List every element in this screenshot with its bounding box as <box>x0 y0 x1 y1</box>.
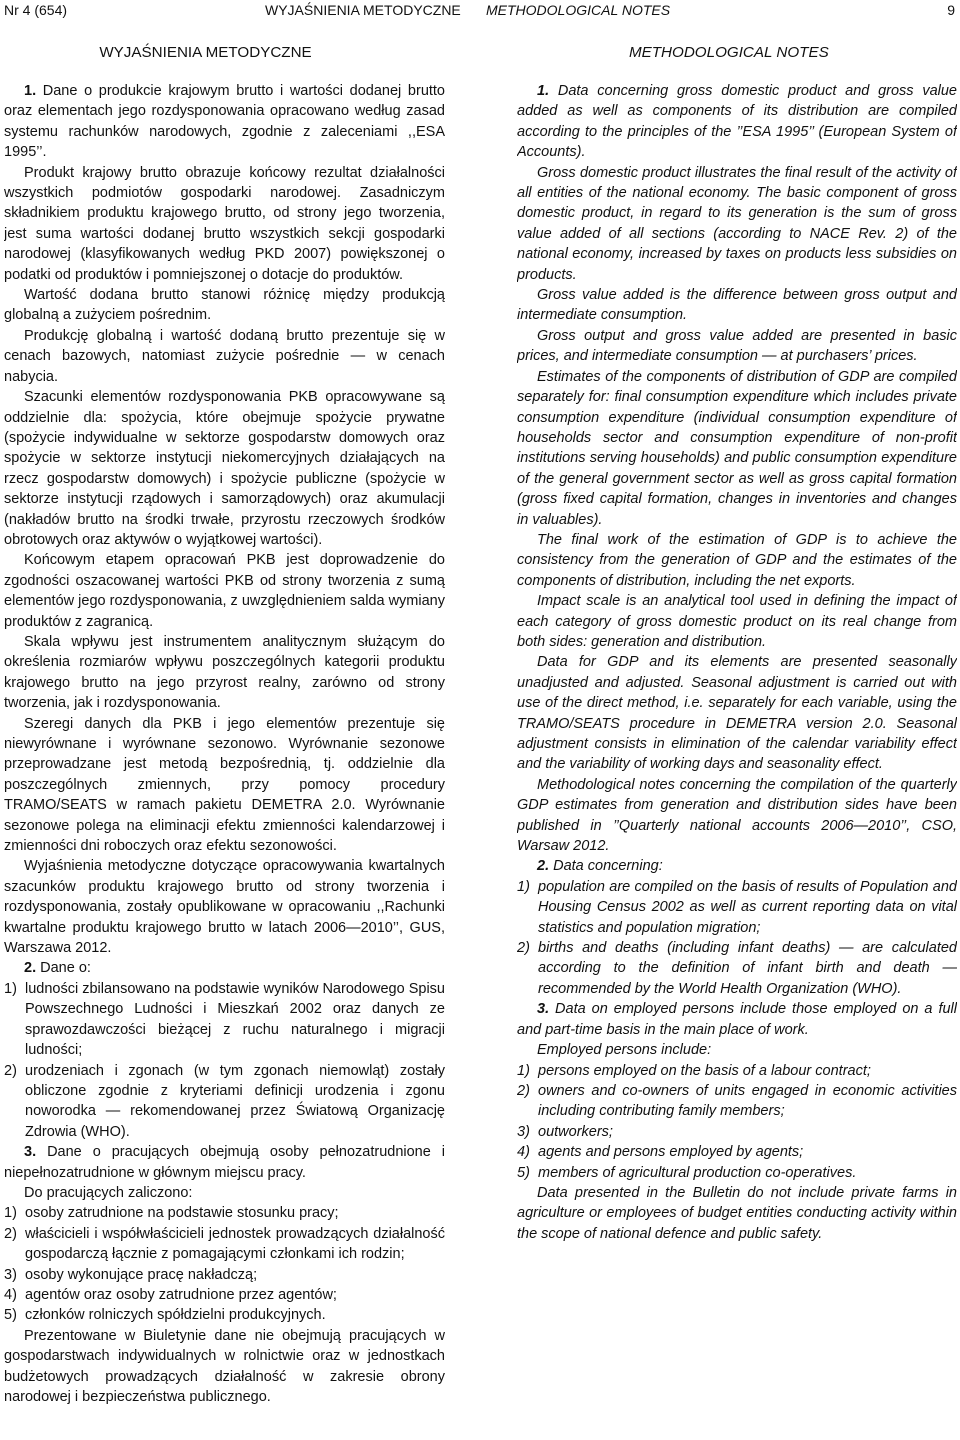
header-title-polish: WYJAŚNIENIA METODYCZNE <box>265 2 461 18</box>
english-column <box>517 43 957 1435</box>
list-item: 5) members of agricultural production co-operatives. <box>517 1164 857 1181</box>
page-number: 9 <box>947 2 955 18</box>
pl-paragraph-2: Produkt krajowy brutto obrazuje końcowy rezultat działalności wszystkich podmiotów gospodarki narodowej. Zasadniczym składnikiem produktu krajowego brutto, od strony jego tworzenia, jest suma wartości dodanej brutto wszystkich sekcji gospodarki narodowej (klasyfikowanych według PKD 2007) powiększonej o podatki od produktów i pomniejszonej o dotacje do produktów. <box>4 164 445 283</box>
list-item: 2) właścicieli i współwłaścicieli jednostek prowadzących działalność gospodarczą łącznie z pomagającymi członkami ich rodzin; <box>4 1225 445 1263</box>
en-section-3: 3. Data on employed persons include those employed on a full and part-time basis in the main place of work. <box>517 1001 957 1038</box>
en-paragraph-5: Estimates of the components of distribution of GDP are compiled separately for: final consumption expenditure which includes private consumption expenditure (individual consumption expenditure of households sector and consumption expenditure of non-profit institutions serving households) and public consumption expenditure of the general government sector as well as gross capital formation (gross fixed capital formation, changes in inventories and changes in valuables). <box>517 368 957 528</box>
en-section-2: 2. Data concerning: <box>537 858 663 875</box>
pl-paragraph-8: Szeregi danych dla PKB i jego elementów prezentuje się niewyrównane i wyrównane sezonowo. Wyrównanie sezonowe przeprowadzane jest metodą bezpośrednią, tj. oddzielnie dla poszczególnych zmiennych, przy pomocy procedury TRAMO/SEATS w ramach pakietu DEMETRA 2.0. Wyrównanie sezonowe polega na eliminacji efektu zmienności kalendarzowej i zmienności dni roboczych oraz efektu sezonowości. <box>4 715 445 855</box>
running-header <box>0 0 960 22</box>
en-paragraph-6: The final work of the estimation of GDP is to achieve the consistency from the generation of GDP and the estimates of the components of distribution, including the net exports. <box>517 531 957 589</box>
list-item: 2) owners and co-owners of units engaged in economic activities including contributing family members; <box>517 1082 957 1120</box>
polish-column <box>4 43 445 1435</box>
en-paragraph-4: Gross output and gross value added are presented in basic prices, and intermediate consumption — at purchasers’ prices. <box>517 327 957 365</box>
pl-section-2: 2. Dane o: <box>24 960 91 977</box>
english-heading: METHODOLOGICAL NOTES <box>629 44 829 61</box>
list-item: 4) agentów oraz osoby zatrudnione przez agentów; <box>4 1286 337 1303</box>
pl-paragraph-9: Wyjaśnienia metodyczne dotyczące opracowywania kwartalnych szacunków produktu krajowego brutto od strony tworzenia i rozdysponowania, zostały opublikowane w opracowaniu ,,Rachunki kwartalne produktu krajowego brutto w latach 2006—2010’’, GUS, Warszawa 2012. <box>4 858 445 957</box>
list-item: 1) osoby zatrudnione na podstawie stosunku pracy; <box>4 1205 339 1222</box>
en-paragraph-7: Impact scale is an analytical tool used in defining the impact of each category of gross domestic product on its real change from both sides: generation and distribution. <box>517 593 957 650</box>
polish-heading: WYJAŚNIENIA METODYCZNE <box>99 44 312 61</box>
issue-number: Nr 4 (654) <box>4 2 68 18</box>
pl-section-3-intro: Do pracujących zaliczono: <box>24 1184 193 1201</box>
en-section-1-number: 1. <box>537 83 550 99</box>
pl-section-2-list <box>4 979 445 1142</box>
pl-paragraph-4: Produkcję globalną i wartość dodaną brutto prezentuje się w cenach bazowych, natomiast zużycie pośrednie — w cenach nabycia. <box>4 327 445 385</box>
pl-section-3-closing: Prezentowane w Biuletynie dane nie obejmują pracujących w gospodarstwach indywidualnych w rolnictwie oraz w jednostkach budżetowych prowadzących działalność w zakresie obrony narodowej i bezpieczeństwa publicznego. <box>4 1327 445 1405</box>
en-paragraph-2: Gross domestic product illustrates the final result of the activity of all entities of the national economy. The basic component of gross domestic product, in regard to its generation is the sum of gross value added of all sections (according to NACE Rev. 2) of the national economy, increased by taxes on products less subsidies on products. <box>517 164 957 283</box>
en-section-2-number: 2. <box>537 858 550 875</box>
list-item: 2) urodzeniach i zgonach (w tym zgonach niemowląt) zostały obliczone zgodnie z kryteriami definicji urodzenia i zgonu noworodka — rekomendowanej przez Światową Organizację Zdrowia (WHO). <box>4 1062 445 1140</box>
list-item: 1) population are compiled on the basis of results of Population and Housing Census 2002 as well as current reporting data on vital statistics and population migration; <box>517 878 957 936</box>
list-item: 1) ludności zbilansowano na podstawie wyników Narodowego Spisu Powszechnego Ludności i Mieszkań 2002 oraz danych ze sprawozdawczości bieżącej z ruchu naturalnego i migracji ludności; <box>4 980 445 1059</box>
pl-paragraph-6: Końcowym etapem opracowań PKB jest doprowadzenie do zgodności oszacowanej wartości PKB od strony tworzenia z sumą elementów jego rozdysponowania, z uwzględnieniem salda wymiany produktów z zagranicą. <box>4 552 445 630</box>
en-section-2-list <box>517 877 957 999</box>
pl-section-3: 3. Dane o pracujących obejmują osoby pełnozatrudnione i niepełnozatrudnione w głównym miejscu pracy. <box>4 1144 445 1181</box>
header-title-english: METHODOLOGICAL NOTES <box>486 2 671 18</box>
en-section-3-number: 3. <box>537 1001 550 1018</box>
pl-paragraph-5: Szacunki elementów rozdysponowania PKB opracowywane są oddzielnie dla: spożycia, które obejmuje spożycie prywatne (spożycie indywidualne w sektorze gospodarstw domowych oraz spożycie w sektorze instytucji niekomercyjnych działających na rzecz gospodarstw domowych) i spożycie publiczne (spożycie w sektorze instytucji rządowych i samorządowych) oraz akumulacji (nakładów brutto na środki trwałe, przyrostu rzeczowych środków obrotowych oraz aktywów o wyjątkowej wartości). <box>4 389 445 548</box>
pl-paragraph-7: Skala wpływu jest instrumentem analitycznym służącym do określenia rozmiarów wpływu poszczególnych kategorii produktu krajowego brutto na jego przyrost realny, zarówno od strony tworzenia, jak i rozdysponowania. <box>4 633 445 712</box>
list-item: 4) agents and persons employed by agents; <box>517 1144 804 1161</box>
en-paragraph-9: Methodological notes concerning the compilation of the quarterly GDP estimates from generation and distribution sides have been published in ’’Quarterly national accounts 2006—2010’’, CSO, Warsaw 2012. <box>517 776 957 855</box>
list-item: 3) osoby wykonujące pracę nakładczą; <box>4 1266 258 1283</box>
list-item: 5) członków rolniczych spółdzielni produkcyjnych. <box>4 1307 326 1324</box>
en-section-3-list <box>517 1061 957 1183</box>
en-paragraph-3: Gross value added is the difference between gross output and intermediate consumption. <box>517 287 957 324</box>
pl-section-1-number: 1. <box>24 83 37 99</box>
pl-section-3-number: 3. <box>24 1144 37 1161</box>
en-section-3-intro: Employed persons include: <box>537 1042 712 1059</box>
pl-paragraph-1: 1. Dane o produkcie krajowym brutto i wartości dodanej brutto oraz elementach jego rozdysponowania opracowano według zasad systemu rachunków narodowych, zgodnie z zaleceniami ,,ESA 1995’’. <box>4 83 445 161</box>
list-item: 1) persons employed on the basis of a labour contract; <box>517 1062 871 1079</box>
en-paragraph-1: 1. Data concerning gross domestic product and gross value added as well as components of its distribution are compiled according to the principles of the ’’ESA 1995’’ (European System of Accounts). <box>517 83 957 161</box>
pl-section-3-list <box>4 1203 445 1325</box>
en-paragraph-8: Data for GDP and its elements are presented seasonally unadjusted and adjusted. Seasonal adjustment is carried out with use of the direct method, i.e. separately for each variable, using the TRAMO/SEATS procedure in DEMETRA version 2.0. Seasonal adjustment consists in elimination of the calendar variability effect and the variability of working days and seasonality effect. <box>517 654 957 773</box>
list-item: 3) outworkers; <box>517 1123 613 1140</box>
en-section-3-closing: Data presented in the Bulletin do not include private farms in agriculture or employees of budget entities conducting activity within the scope of national defence and public safety. <box>517 1184 957 1242</box>
list-item: 2) births and deaths (including infant deaths) — are calculated according to the definition of infant birth and death — recommended by the World Health Organization (WHO). <box>517 940 957 997</box>
pl-section-2-number: 2. <box>24 960 37 977</box>
pl-paragraph-3: Wartość dodana brutto stanowi różnicę między produkcją globalną a zużyciem pośrednim. <box>4 287 445 324</box>
